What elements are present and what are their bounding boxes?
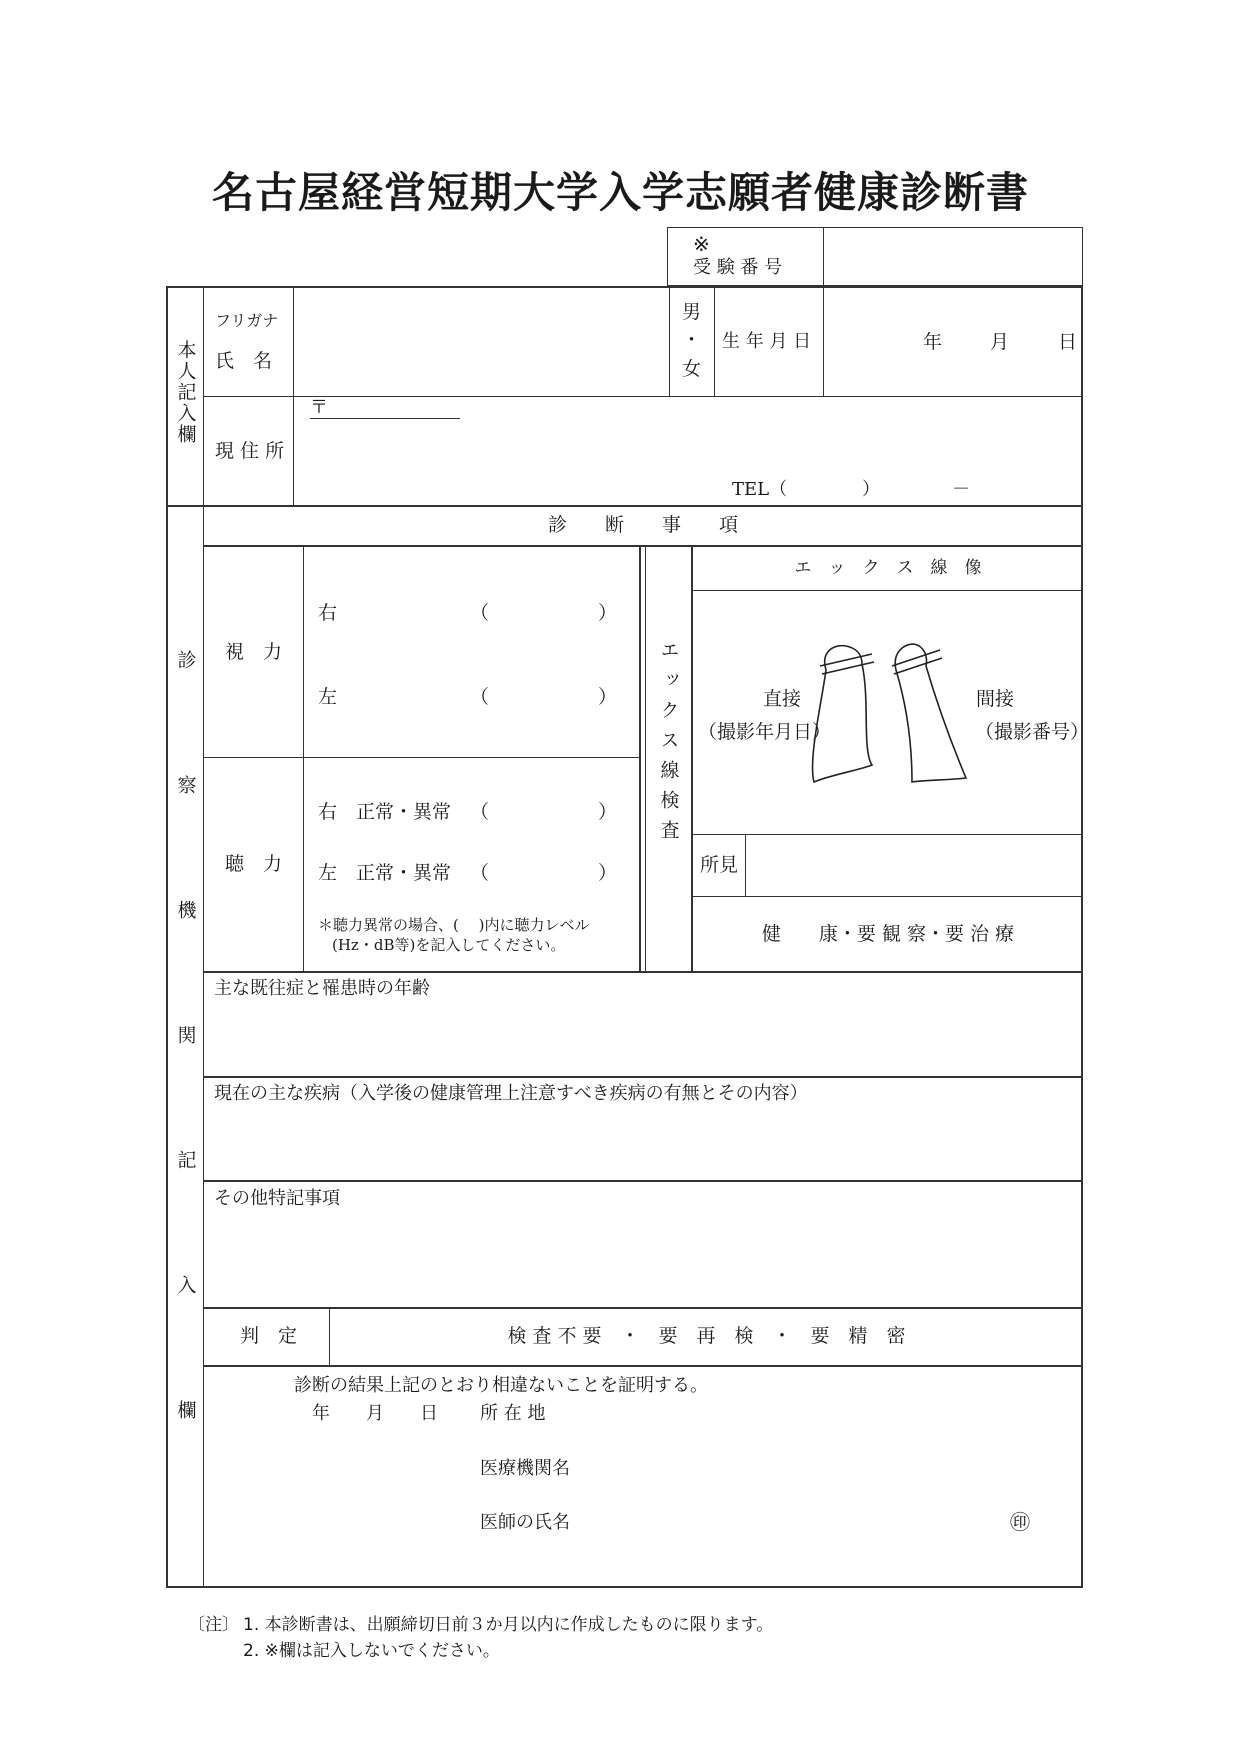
location-label: 所 在 地 bbox=[480, 1403, 546, 1424]
sex-female[interactable]: 女 bbox=[682, 358, 702, 380]
hearing-left-close: ） bbox=[598, 862, 618, 884]
xray-findings-label: 所見 bbox=[700, 854, 739, 876]
dob-day: 日 bbox=[1058, 331, 1078, 353]
other-notes-field[interactable] bbox=[206, 1215, 1080, 1305]
medical-section-label: 診察機関記入欄 bbox=[174, 650, 197, 1525]
xray-indirect: 間接 bbox=[976, 688, 1015, 710]
xray-findings-field[interactable] bbox=[748, 837, 1080, 893]
past-illness-label: 主な既往症と罹患時の年齢 bbox=[214, 978, 430, 999]
self-section-label: 本人記入欄 bbox=[174, 340, 197, 445]
exam-number-field[interactable] bbox=[826, 230, 1080, 283]
vision-left-field[interactable] bbox=[490, 682, 595, 712]
sex-dot: ・ bbox=[682, 329, 702, 351]
page-title: 名古屋経営短期大学入学志願者健康診断書 bbox=[211, 168, 1029, 217]
dob-year: 年 bbox=[923, 331, 943, 353]
seal-mark: ㊞ bbox=[1010, 1510, 1030, 1534]
judgment-options[interactable]: 検 査 不 要 ・ 要 再 検 ・ 要 精 密 bbox=[507, 1325, 906, 1347]
tel-close: ） bbox=[862, 479, 880, 500]
xray-direct: 直接 bbox=[763, 688, 802, 710]
note-1: 1. 本診断書は、出願締切日前３か月以内に作成したものに限ります。 bbox=[243, 1615, 774, 1635]
note-2: 2. ※欄は記入しないでください。 bbox=[243, 1641, 500, 1661]
hearing-right-label[interactable]: 右 正常・異常 bbox=[318, 801, 452, 823]
exam-number-mark: ※ bbox=[693, 232, 710, 256]
notes-prefix: 〔注〕 bbox=[188, 1615, 239, 1635]
exam-number-label: 受 験 番 号 bbox=[693, 257, 783, 278]
current-illness-label: 現在の主な疾病（入学後の健康管理上注意すべき疾病の有無とその内容） bbox=[214, 1083, 808, 1104]
vision-left-label: 左 bbox=[318, 686, 338, 708]
hearing-right-open: （ bbox=[470, 801, 490, 823]
vision-right-close: ） bbox=[598, 602, 618, 624]
vision-left-open: （ bbox=[470, 686, 490, 708]
institution-label: 医療機関名 bbox=[480, 1458, 570, 1479]
location-field[interactable] bbox=[580, 1398, 1070, 1428]
xray-vertical-label: エックス線検査 bbox=[657, 640, 680, 850]
doctor-field[interactable] bbox=[580, 1506, 1000, 1536]
hearing-label: 聴 力 bbox=[225, 853, 283, 875]
furigana-label: フリガナ bbox=[215, 311, 279, 330]
xray-direct-sub: （撮影年月日） bbox=[698, 721, 832, 743]
vision-right-label: 右 bbox=[318, 602, 338, 624]
past-illness-field[interactable] bbox=[206, 1005, 1080, 1073]
hearing-left-label[interactable]: 左 正常・異常 bbox=[318, 862, 452, 884]
name-label: 氏 名 bbox=[215, 350, 273, 372]
dob-field[interactable] bbox=[826, 290, 1080, 394]
dob-label: 生 年 月 日 bbox=[722, 331, 812, 352]
lungs-icon bbox=[800, 640, 980, 790]
hearing-right-close: ） bbox=[598, 801, 618, 823]
vision-label: 視 力 bbox=[225, 641, 283, 663]
postal-mark: 〒 bbox=[310, 397, 328, 418]
hearing-left-open: （ bbox=[470, 862, 490, 884]
address-label: 現 住 所 bbox=[215, 440, 285, 462]
dob-month: 月 bbox=[990, 331, 1010, 353]
xray-result-options[interactable]: 健 康・要 観 察・要 治 療 bbox=[761, 923, 1015, 945]
vision-left-close: ） bbox=[598, 686, 618, 708]
vision-right-open: （ bbox=[470, 602, 490, 624]
xray-image-header: エ ッ ク ス 線 像 bbox=[794, 558, 982, 578]
judgment-label: 判 定 bbox=[240, 1325, 298, 1347]
xray-indirect-sub: （撮影番号） bbox=[975, 721, 1090, 743]
vision-right-field[interactable] bbox=[490, 598, 595, 628]
name-field[interactable] bbox=[296, 290, 666, 394]
certify-text: 診断の結果上記のとおり相違ないことを証明する。 bbox=[294, 1375, 708, 1396]
tel-dash: － bbox=[952, 479, 970, 500]
institution-field[interactable] bbox=[580, 1452, 1070, 1482]
hearing-note-line1: ＊聴力異常の場合、( )内に聴力レベル bbox=[318, 916, 590, 934]
cert-date-line[interactable]: 年 月 日 bbox=[312, 1403, 438, 1424]
sex-male[interactable]: 男 bbox=[682, 301, 702, 323]
other-notes-label: その他特記事項 bbox=[214, 1188, 340, 1209]
current-illness-field[interactable] bbox=[206, 1110, 1080, 1178]
doctor-label: 医師の氏名 bbox=[480, 1512, 570, 1533]
diagnosis-header: 診 断 事 項 bbox=[547, 514, 738, 536]
tel-label: TEL（ bbox=[732, 479, 788, 500]
hearing-note-line2: (Hz・dB等)を記入してください。 bbox=[332, 936, 566, 954]
